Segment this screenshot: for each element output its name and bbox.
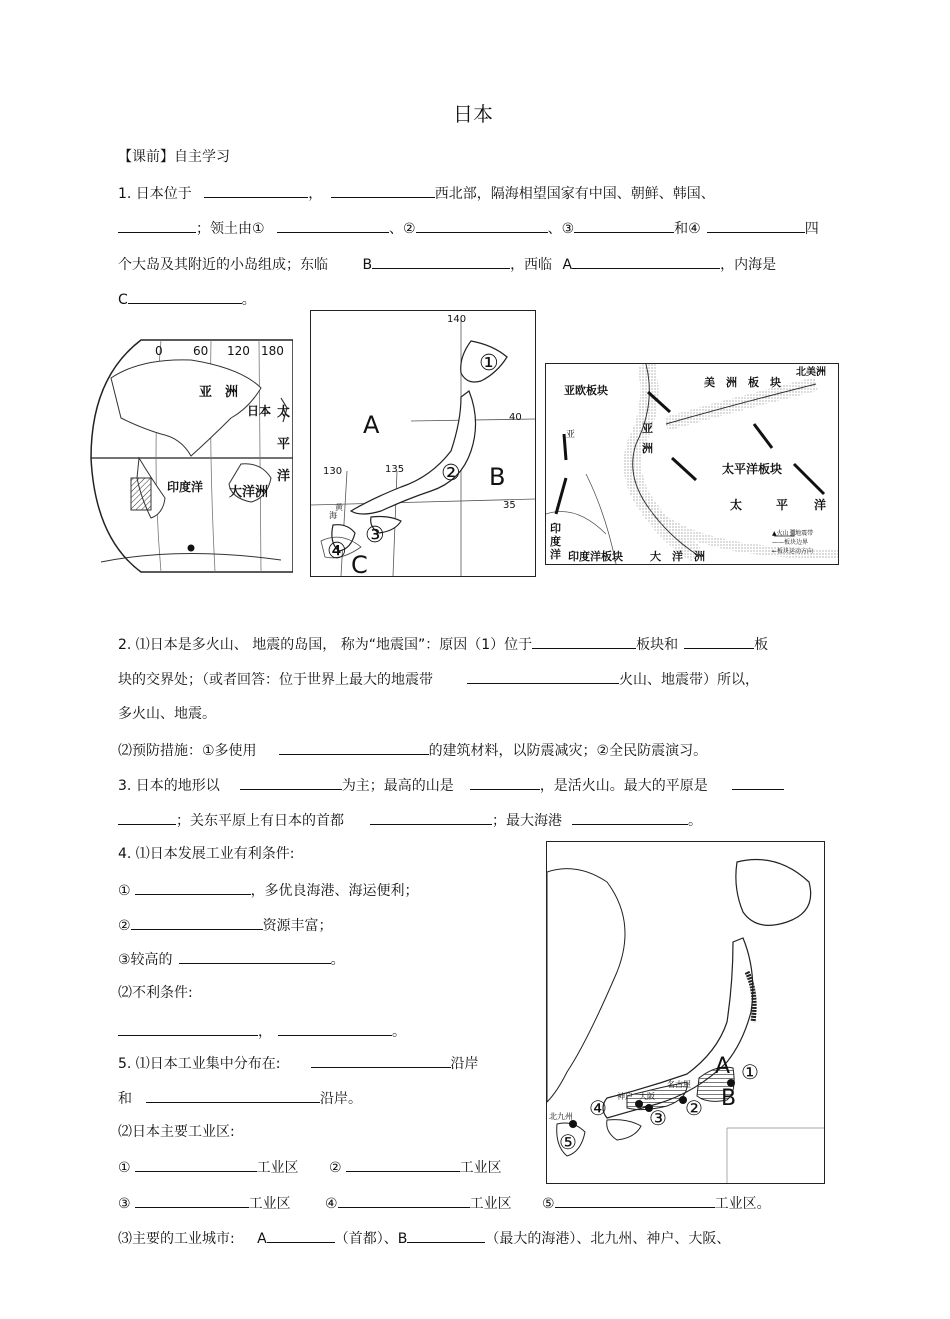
map2-label-B: B (489, 463, 506, 491)
q4-blank-resource[interactable] (131, 915, 263, 930)
map3-legend-3: ←板块运动方向 (772, 548, 814, 555)
q5-line5: ③ 工业区 ④ 工业区 ⑤ 工业区。 (118, 1193, 771, 1213)
q5-blank-region1[interactable] (135, 1157, 257, 1172)
map2-num-2: ② (441, 461, 461, 486)
map3-pacific-2: 平 (776, 498, 789, 512)
map1-indian-label: 印度洋 (167, 480, 204, 494)
q2-blank-plate1[interactable] (532, 634, 636, 649)
map2-label-A: A (363, 411, 380, 439)
q5-blank-region2[interactable] (346, 1157, 460, 1172)
q3-blank-terrain[interactable] (240, 775, 342, 790)
q4-blank-coast[interactable] (135, 880, 251, 895)
map1-oceania-label: 大洋洲 (229, 485, 269, 500)
q3-blank-capital[interactable] (370, 810, 492, 825)
map2-sea-1: 黄 (335, 503, 343, 512)
q1-line2: ；领土由① 、② 、③ 和④ 四 (118, 218, 819, 238)
q1-blank-west-sea[interactable] (572, 254, 720, 269)
map2-num-1: ① (479, 351, 499, 376)
map2-lat40: 40 (509, 412, 522, 423)
q1-blank-neighbor[interactable] (118, 218, 196, 233)
q4-line1: 4. ⑴日本发展工业有利条件: (118, 846, 295, 862)
map2-lon130: 130 (323, 466, 343, 477)
q5-line4: ① 工业区 ② 工业区 (118, 1157, 502, 1177)
page-title: 日本 (453, 102, 493, 126)
q2-line3: 多火山、地震。 (118, 706, 216, 722)
map4-label-A: A (715, 1054, 731, 1079)
map1-pacific-3: 洋 (277, 469, 291, 484)
q3-blank-mountain[interactable] (470, 775, 540, 790)
map1-pacific-2: 平 (277, 437, 291, 452)
map3-indian-plate: 印度洋板块 (568, 550, 623, 563)
industry-region-map (546, 841, 825, 1184)
q2-line2: 块的交界处；（或者回答：位于世界上最大的地震带 火山、地震带）所以， (118, 669, 759, 689)
q1-blank-island2[interactable] (416, 218, 548, 233)
section-heading: 【课前】自主学习 (118, 149, 230, 165)
map3-pacific-plate: 太平洋板块 (722, 462, 783, 476)
map3-north-america: 北美洲 (796, 367, 826, 378)
map4-label-B: B (721, 1086, 737, 1111)
map3-legend-2: ——板块边界 (772, 539, 809, 546)
q4-line2: ① ，多优良海港、海运便利； (118, 880, 419, 900)
q3-blank-plain-a[interactable] (732, 775, 784, 790)
industry-map-graphic (547, 842, 824, 1183)
map4-nagoya: 名古屋 (667, 1080, 691, 1089)
map1-japan-label: 日本 (247, 404, 272, 418)
q1-blank-inland-sea[interactable] (128, 289, 242, 304)
japan-map-graphic (311, 311, 535, 576)
map2-lon140: 140 (447, 314, 467, 325)
map3-pacific-3: 洋 (814, 498, 827, 512)
map1-pacific-1: 太 (277, 405, 291, 420)
map3-indian-2: 度 (550, 535, 561, 548)
map1-lon-60: 60 (193, 344, 209, 358)
map3-pacific-1: 太 (730, 498, 743, 512)
q5-line1: 5. ⑴日本工业集中分布在: 沿岸 (118, 1053, 479, 1073)
q4-line5: ⑵不利条件: (118, 985, 193, 1001)
q5-line2: 和 沿岸。 (118, 1088, 362, 1108)
map4-osaka: 大阪 (639, 1092, 655, 1101)
q5-blank-region5[interactable] (555, 1193, 715, 1208)
map3-eurasia-plate: 亚欧板块 (564, 384, 608, 397)
q4-blank-disadvantage2[interactable] (278, 1021, 392, 1036)
q4-blank-technology[interactable] (179, 949, 331, 964)
q1-blank-island1[interactable] (277, 218, 389, 233)
q5-line3: ⑵日本主要工业区: (118, 1124, 235, 1140)
q5-blank-city-A[interactable] (267, 1228, 335, 1243)
map2-sea-2: 海 (329, 511, 337, 520)
q1-blank-island4[interactable] (707, 218, 805, 233)
q2-line1: 2. ⑴日本是多火山、 地震的岛国， 称为“地震国”：原因（1）位于 板块和 板 (118, 634, 768, 654)
q3-line1: 3. 日本的地形以 为主；最高的山是 ，是活火山。最大的平原是 (118, 775, 784, 795)
q2-line4: ⑵预防措施：①多使用 的建筑材料，以防震减灾；②全民防震演习。 (118, 740, 707, 760)
q5-line6: ⑶主要的工业城市: A （首都）、B （最大的海港）、北九州、神户、大阪、 (118, 1228, 730, 1248)
map2-lon135: 135 (385, 464, 405, 475)
map1-lon-120: 120 (227, 344, 250, 358)
map4-kitakyushu: 北九州 (549, 1112, 573, 1121)
q1-blank-location2[interactable] (331, 183, 435, 198)
map4-num-4: ④ (589, 1096, 607, 1120)
japan-outline-map (310, 310, 536, 577)
q5-blank-region4[interactable] (338, 1193, 470, 1208)
map4-num-5: ⑤ (559, 1130, 577, 1154)
q5-blank-city-B[interactable] (407, 1228, 485, 1243)
map3-indian-3: 洋 (550, 548, 561, 561)
q1-line1: 1. 日本位于 ， 西北部，隔海相望国家有中国、朝鲜、韩国、 (118, 183, 715, 203)
q1-blank-location1[interactable] (204, 183, 308, 198)
q1-blank-east-ocean[interactable] (372, 254, 510, 269)
map4-kobe: 神户 (617, 1092, 633, 1101)
q1-blank-island3[interactable] (574, 218, 674, 233)
q2-blank-material[interactable] (279, 740, 429, 755)
q1-line3: 个大岛及其附近的小岛组成；东临 B ，西临 A ，内海是 (118, 254, 776, 274)
q5-blank-coast2[interactable] (146, 1088, 320, 1103)
map3-oceania: 大 洋 洲 (650, 550, 705, 563)
q1-line4: C 。 (118, 289, 256, 309)
map3-asia-2: 洲 (642, 442, 653, 455)
q3-blank-port[interactable] (572, 810, 688, 825)
map3-asia-small: 亚 (566, 430, 576, 440)
map2-num-3: ③ (365, 523, 385, 548)
q4-line4: ③较高的 。 (118, 949, 345, 969)
q5-blank-coast1[interactable] (311, 1053, 451, 1068)
map3-asia-1: 亚 (642, 422, 653, 435)
map2-lat35: 35 (503, 500, 516, 511)
q4-line6: ， 。 (118, 1021, 406, 1041)
q2-blank-seismic-belt[interactable] (467, 669, 619, 684)
map1-lon-180: 180 (261, 344, 284, 358)
map4-num-2: ② (685, 1096, 703, 1120)
map4-num-1: ① (741, 1060, 759, 1084)
q4-line3: ② 资源丰富； (118, 915, 333, 935)
q2-blank-plate2[interactable] (684, 634, 754, 649)
map3-indian-1: 印 (550, 522, 561, 535)
map3-legend-1: ▲火山 ▒地震带 (772, 530, 814, 537)
map2-num-4: ④ (327, 539, 347, 564)
q4-blank-disadvantage1[interactable] (118, 1021, 258, 1036)
q3-line2: ；关东平原上有日本的首都 ；最大海港 。 (118, 810, 702, 830)
q3-blank-plain-b[interactable] (118, 810, 176, 825)
q5-blank-region3[interactable] (135, 1193, 249, 1208)
map1-lon-0: 0 (155, 344, 163, 358)
world-location-map (81, 338, 293, 574)
plate-tectonics-map (545, 363, 839, 565)
map3-americas-plate: 美 洲 板 块 (704, 376, 781, 389)
world-map-graphic (81, 338, 293, 574)
map2-label-C: C (351, 551, 368, 579)
map1-asia-label: 亚 洲 (199, 385, 239, 400)
map4-num-3: ③ (649, 1106, 667, 1130)
